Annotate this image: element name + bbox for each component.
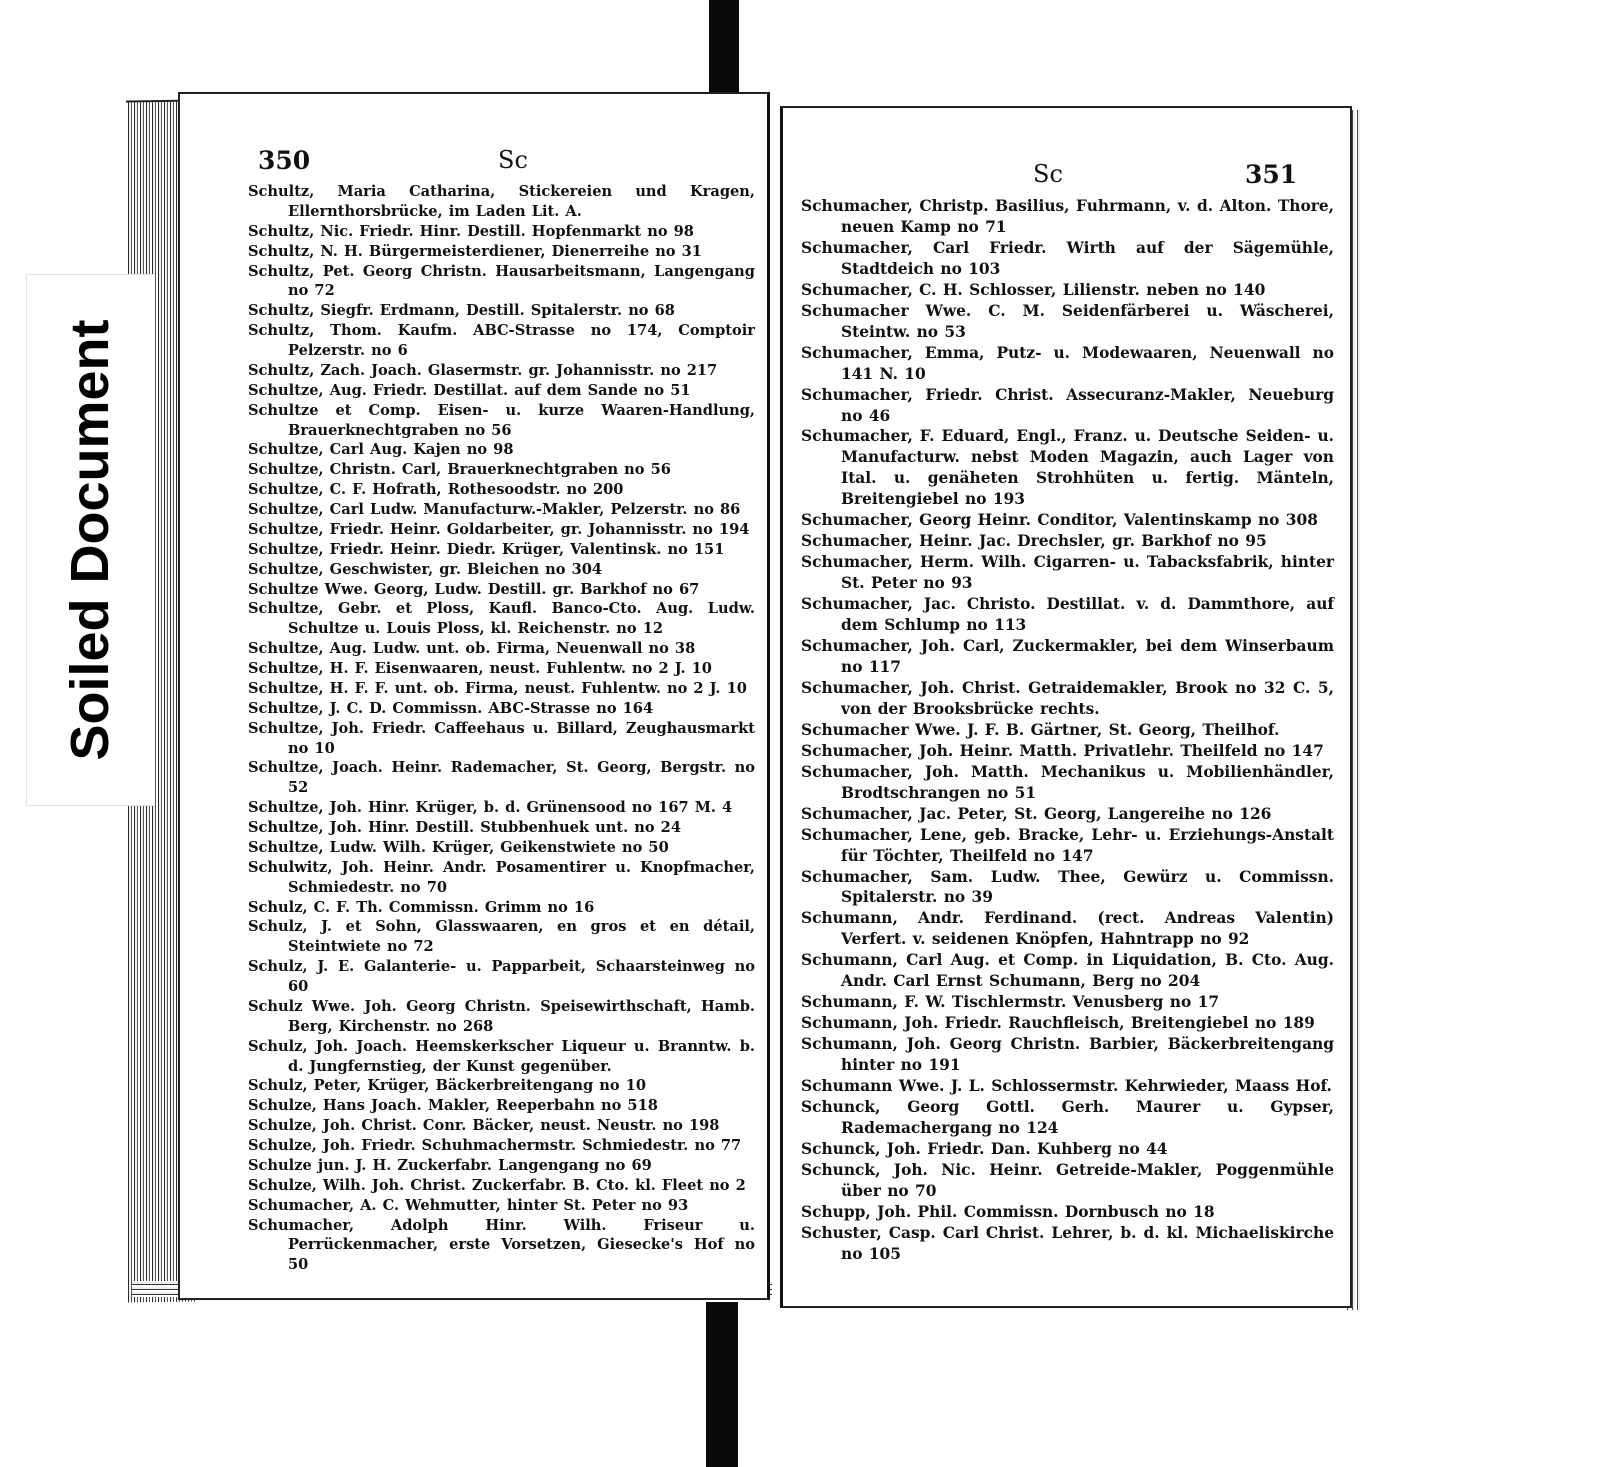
directory-entry: Schumacher, Lene, geb. Bracke, Lehr- u. Erziehungs-Anstalt für Töchter, Theilfeld no 147	[801, 825, 1334, 865]
directory-entry: Schulze, Wilh. Joh. Christ. Zuckerfabr. B. Cto. kl. Fleet no 2	[248, 1176, 746, 1194]
directory-entry: Schultz, Siegfr. Erdmann, Destill. Spitalerstr. no 68	[248, 302, 675, 320]
directory-entry: Schumann, Carl Aug. et Comp. in Liquidation, B. Cto. Aug. Andr. Carl Ernst Schumann, Berg no 204	[801, 951, 1334, 991]
directory-entry: Schumacher, Georg Heinr. Conditor, Valentinskamp no 308	[801, 511, 1318, 530]
right-page-header	[783, 160, 1350, 192]
directory-entry: Schultze, H. F. Eisenwaaren, neust. Fuhlentw. no 2 J. 10	[248, 660, 712, 677]
directory-entry: Schultze, J. C. D. Commissn. ABC-Strasse no 164	[248, 699, 654, 717]
directory-entry: Schumacher, Joh. Heinr. Matth. Privatlehr. Theilfeld no 147	[801, 741, 1324, 760]
directory-entry: Schulz, Joh. Joach. Heemskerkscher Liqueur u. Branntw. b. d. Jungfernstieg, der Kunst gegenüber.	[248, 1037, 755, 1075]
directory-entry: Schulze, Joh. Friedr. Schuhmachermstr. Schmiedestr. no 77	[248, 1137, 742, 1154]
directory-entry: Schultze, Friedr. Heinr. Goldarbeiter, gr. Johannisstr. no 194	[248, 520, 750, 538]
directory-entry: Schultze et Comp. Eisen- u. kurze Waaren-Handlung, Brauerknechtgraben no 56	[248, 401, 755, 439]
directory-entry: Schulz, C. F. Th. Commissn. Grimm no 16	[248, 898, 595, 916]
directory-entry: Schumacher, F. Eduard, Engl., Franz. u. Deutsche Seiden- u. Manufacturw. nebst Moden Magazin, auch Lager von Ital. u. genäheten Strohhüten u. fertig. Mänteln, Breitengiebel no 193	[801, 427, 1334, 509]
directory-entry: Schultze, Aug. Friedr. Destillat. auf dem Sande no 51	[248, 381, 691, 399]
directory-entry: Schultz, Maria Catharina, Stickereien und Kragen, Ellernthorsbrücke, im Laden Lit. A.	[248, 183, 755, 220]
left-page-header	[180, 146, 767, 178]
directory-entries-left	[248, 182, 755, 1275]
directory-entry: Schulz, J. et Sohn, Glasswaaren, en gros et en détail, Steintwiete no 72	[248, 918, 755, 956]
page-number: 350	[258, 146, 311, 175]
directory-entry: Schumacher, Joh. Christ. Getraidemakler, Brook no 32 C. 5, von der Brooksbrücke rechts.	[801, 678, 1334, 718]
directory-entry: Schumacher, Christp. Basilius, Fuhrmann, v. d. Alton. Thore, neuen Kamp no 71	[801, 197, 1334, 236]
directory-entry: Schulz, J. E. Galanterie- u. Papparbeit, Schaarsteinweg no 60	[248, 958, 755, 995]
directory-entry: Schultze Wwe. Georg, Ludw. Destill. gr. Barkhof no 67	[248, 580, 700, 598]
directory-entry: Schulze, Joh. Christ. Conr. Bäcker, neust. Neustr. no 198	[248, 1117, 720, 1135]
directory-entry: Schultz, Pet. Georg Christn. Hausarbeitsmann, Langengang no 72	[248, 262, 755, 300]
directory-entry: Schultze, Carl Ludw. Manufacturw.-Makler, Pelzerstr. no 86	[248, 501, 741, 518]
directory-entry: Schultze, Joh. Hinr. Krüger, b. d. Grünensood no 167 M. 4	[248, 799, 733, 817]
running-head: Sc	[1033, 160, 1063, 188]
soiled-document-label: Soiled Document	[60, 319, 120, 761]
directory-entries-right	[801, 196, 1334, 1265]
directory-entry: Schulze, Hans Joach. Makler, Reeperbahn no 518	[248, 1097, 658, 1115]
directory-entry: Schumann, Andr. Ferdinand. (rect. Andreas Valentin) Verfert. v. seidenen Knöpfen, Hahntrapp no 92	[801, 909, 1334, 949]
directory-entry: Schultz, N. H. Bürgermeisterdiener, Dienerreihe no 31	[248, 242, 702, 260]
directory-entry: Schulze jun. J. H. Zuckerfabr. Langengang no 69	[248, 1156, 652, 1174]
directory-entry: Schumacher, Friedr. Christ. Assecuranz-Makler, Neueburg no 46	[801, 385, 1334, 425]
directory-entry: Schultz, Zach. Joach. Glasermstr. gr. Johannisstr. no 217	[248, 361, 718, 379]
directory-entry: Schumacher, Herm. Wilh. Cigarren- u. Tabacksfabrik, hinter St. Peter no 93	[801, 553, 1334, 593]
directory-entry: Schumacher Wwe. C. M. Seidenfärberei u. Wäscherei, Steintw. no 53	[801, 301, 1334, 341]
directory-entry: Schultze, H. F. F. unt. ob. Firma, neust. Fuhlentw. no 2 J. 10	[248, 679, 747, 697]
directory-entry: Schumacher, Carl Friedr. Wirth auf der Sägemühle, Stadtdeich no 103	[801, 238, 1334, 278]
directory-entry: Schultze, Joach. Heinr. Rademacher, St. Georg, Bergstr. no 52	[248, 759, 755, 797]
directory-entry: Schumacher, Jac. Christo. Destillat. v. d. Dammthore, auf dem Schlump no 113	[801, 595, 1334, 635]
directory-entry: Schuster, Casp. Carl Christ. Lehrer, b. d. kl. Michaeliskirche no 105	[801, 1223, 1334, 1263]
directory-entry: Schumacher, Adolph Hinr. Wilh. Friseur u. Perrückenmacher, erste Vorsetzen, Giesecke's Hof no 50	[248, 1216, 755, 1274]
directory-entry: Schumacher, C. H. Schlosser, Lilienstr. neben no 140	[801, 280, 1266, 299]
directory-entry: Schunck, Georg Gottl. Gerh. Maurer u. Gypser, Rademachergang no 124	[801, 1097, 1334, 1137]
directory-entry: Schumann, Joh. Georg Christn. Barbier, Bäckerbreitengang hinter no 191	[801, 1035, 1334, 1075]
directory-entry: Schultze, C. F. Hofrath, Rothesoodstr. no 200	[248, 481, 624, 499]
directory-entry: Schulz, Peter, Krüger, Bäckerbreitengang no 10	[248, 1077, 646, 1095]
left-page	[178, 92, 770, 1300]
directory-entry: Schultz, Thom. Kaufm. ABC-Strasse no 174, Comptoir Pelzerstr. no 6	[248, 322, 755, 359]
directory-entry: Schultze, Gebr. et Ploss, Kaufl. Banco-Cto. Aug. Ludw. Schultze u. Louis Ploss, kl. Reichenstr. no 12	[248, 600, 755, 638]
directory-entry: Schumacher, Sam. Ludw. Thee, Gewürz u. Commissn. Spitalerstr. no 39	[801, 867, 1334, 907]
directory-entry: Schunck, Joh. Friedr. Dan. Kuhberg no 44	[801, 1139, 1168, 1158]
directory-entry: Schultze, Christn. Carl, Brauerknechtgraben no 56	[248, 461, 671, 479]
directory-entry: Schumann Wwe. J. L. Schlossermstr. Kehrwieder, Maass Hof.	[801, 1077, 1332, 1096]
directory-entry: Schumacher, Emma, Putz- u. Modewaaren, Neuenwall no 141 N. 10	[801, 343, 1334, 383]
binding-strip-top	[709, 0, 739, 106]
directory-entry: Schultze, Aug. Ludw. unt. ob. Firma, Neuenwall no 38	[248, 640, 696, 658]
directory-entry: Schultze, Carl Aug. Kajen no 98	[248, 441, 514, 459]
directory-entry: Schultze, Joh. Friedr. Caffeehaus u. Billard, Zeughausmarkt no 10	[248, 719, 755, 757]
directory-entry: Schunck, Joh. Nic. Heinr. Getreide-Makler, Poggenmühle über no 70	[801, 1160, 1334, 1200]
directory-entry: Schulz Wwe. Joh. Georg Christn. Speisewirthschaft, Hamb. Berg, Kirchenstr. no 268	[248, 997, 755, 1035]
directory-entry: Schumann, F. W. Tischlermstr. Venusberg no 17	[801, 993, 1220, 1012]
directory-entry: Schumacher, Joh. Matth. Mechanikus u. Mobilienhändler, Brodtschrangen no 51	[801, 762, 1334, 802]
directory-entry: Schumacher Wwe. J. F. B. Gärtner, St. Georg, Theilhof.	[801, 720, 1280, 739]
directory-entry: Schultze, Joh. Hinr. Destill. Stubbenhuek unt. no 24	[248, 819, 681, 836]
directory-entry: Schumacher, Heinr. Jac. Drechsler, gr. Barkhof no 95	[801, 532, 1267, 551]
directory-entry: Schumann, Joh. Friedr. Rauchfleisch, Breitengiebel no 189	[801, 1014, 1315, 1033]
page-number: 351	[1245, 160, 1298, 189]
directory-entry: Schultz, Nic. Friedr. Hinr. Destill. Hopfenmarkt no 98	[248, 222, 694, 240]
directory-entry: Schultze, Friedr. Heinr. Diedr. Krüger, Valentinsk. no 151	[248, 540, 725, 558]
directory-entry: Schultze, Geschwister, gr. Bleichen no 304	[248, 560, 603, 578]
right-page	[780, 106, 1352, 1308]
directory-entry: Schumacher, Jac. Peter, St. Georg, Langereihe no 126	[801, 804, 1272, 823]
binding-strip-bottom	[706, 1302, 738, 1467]
directory-entry: Schupp, Joh. Phil. Commissn. Dornbusch no 18	[801, 1202, 1215, 1221]
directory-entry: Schumacher, A. C. Wehmutter, hinter St. Peter no 93	[248, 1196, 689, 1214]
directory-entry: Schulwitz, Joh. Heinr. Andr. Posamentirer u. Knopfmacher, Schmiedestr. no 70	[248, 858, 755, 896]
running-head: Sc	[498, 146, 528, 174]
directory-entry: Schumacher, Joh. Carl, Zuckermakler, bei dem Winserbaum no 117	[801, 637, 1334, 676]
directory-entry: Schultze, Ludw. Wilh. Krüger, Geikenstwiete no 50	[248, 838, 669, 856]
